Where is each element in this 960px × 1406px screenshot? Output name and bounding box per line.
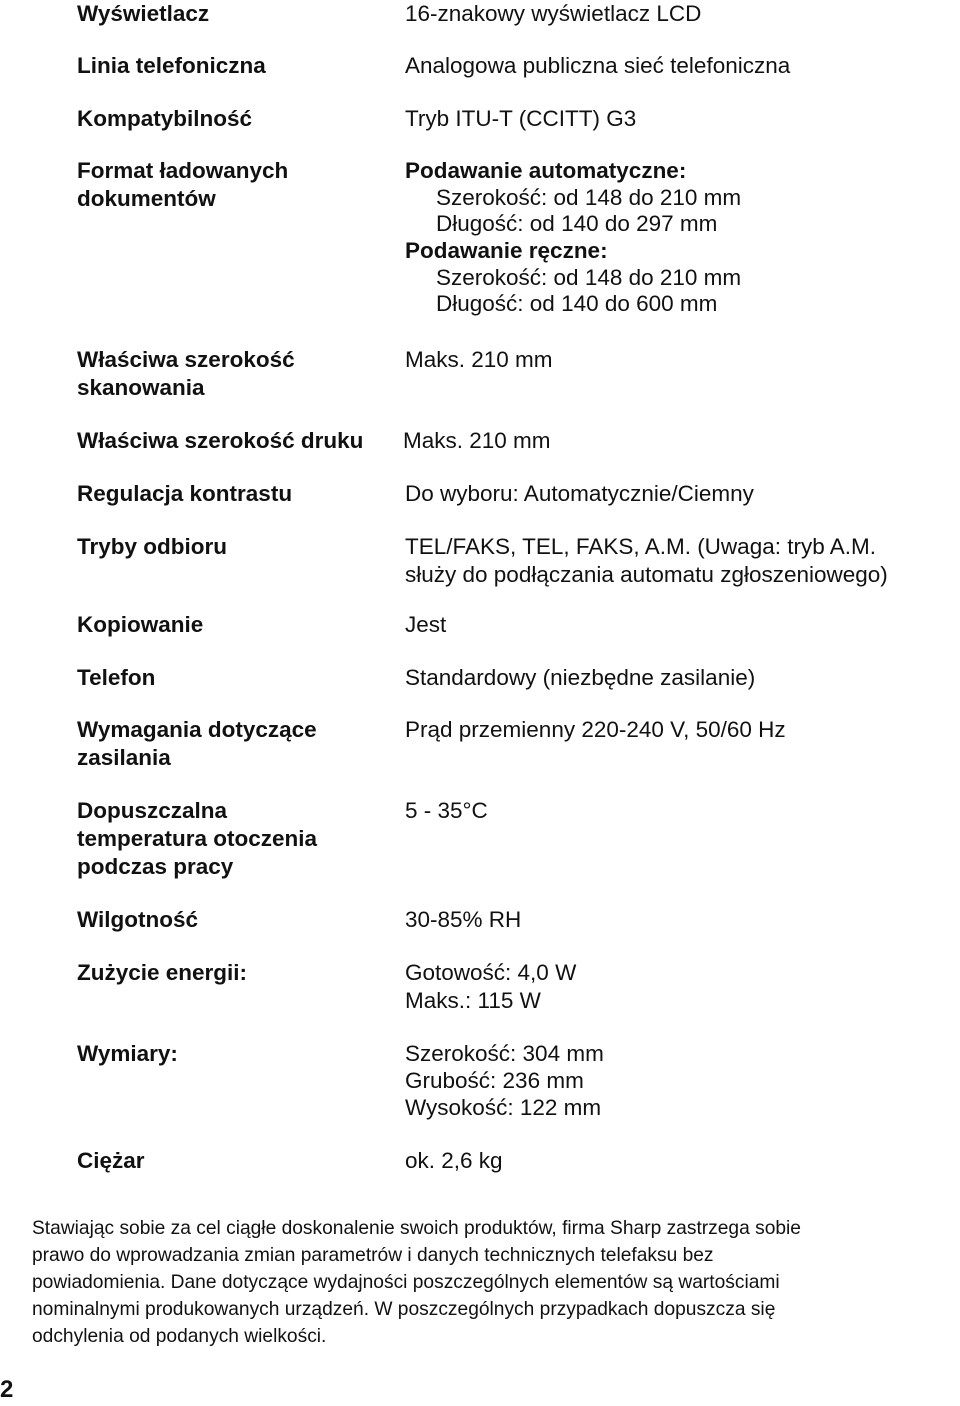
- spec-label-line: Wymiary:: [77, 1041, 178, 1066]
- spec-value-line: Gotowość: 4,0 W: [405, 960, 577, 985]
- spec-value-line: 16-znakowy wyświetlacz LCD: [405, 1, 702, 26]
- spec-label-line: Regulacja kontrastu: [77, 481, 293, 506]
- spec-label-line: Kopiowanie: [77, 612, 204, 637]
- spec-label-scan-width: [77, 346, 397, 402]
- disclaimer-note: [32, 1215, 932, 1350]
- spec-label-line: Właściwa szerokość druku: [77, 428, 364, 453]
- spec-label-line: podczas pracy: [77, 854, 234, 879]
- spec-value-telephone: [405, 664, 960, 692]
- spec-value-line: Maks.: 115 W: [405, 988, 541, 1013]
- spec-label-line: Zużycie energii:: [77, 960, 248, 985]
- spec-value-line: Szerokość: 304 mm: [405, 1041, 604, 1066]
- spec-value-dimensions: [405, 1040, 960, 1121]
- spec-label-telephone: [77, 664, 397, 692]
- spec-value-line: Analogowa publiczna sieć telefoniczna: [405, 53, 791, 78]
- auto-feed-length: Długość: od 140 do 297 mm: [436, 211, 718, 236]
- spec-label-weight: [77, 1147, 397, 1175]
- spec-label-line: Właściwa szerokość: [77, 347, 295, 372]
- spec-value-document-format: [405, 157, 960, 317]
- spec-value-line: Standardowy (niezbędne zasilanie): [405, 665, 756, 690]
- spec-value-operating-temperature: [405, 797, 960, 825]
- spec-value-line: Wysokość: 122 mm: [405, 1095, 602, 1120]
- spec-value-line: ok. 2,6 kg: [405, 1148, 503, 1173]
- spec-value-line: 5 - 35°C: [405, 798, 488, 823]
- spec-value-scan-width: [405, 346, 960, 374]
- spec-value-line: Maks. 210 mm: [403, 428, 551, 453]
- spec-value-line: TEL/FAKS, TEL, FAKS, A.M. (Uwaga: tryb A.M.: [405, 534, 876, 559]
- spec-value-power-consumption: [405, 959, 960, 1015]
- spec-value-print-width: [403, 427, 958, 455]
- spec-label-line: zasilania: [77, 745, 171, 770]
- manual-feed-length: Długość: od 140 do 600 mm: [436, 291, 718, 316]
- note-line: odchylenia od podanych wielkości.: [32, 1326, 327, 1347]
- spec-label-line: Wyświetlacz: [77, 1, 210, 26]
- spec-value-line: służy do podłączania automatu zgłoszeniowego): [405, 562, 888, 587]
- spec-label-display: [77, 0, 397, 28]
- spec-label-line: Linia telefoniczna: [77, 53, 266, 78]
- note-line: prawo do wprowadzania zmian parametrów i danych technicznych telefaksu bez: [32, 1245, 714, 1266]
- spec-value-line: Do wyboru: Automatycznie/Ciemny: [405, 481, 754, 506]
- spec-label-humidity: [77, 906, 397, 934]
- spec-label-line: Wilgotność: [77, 907, 199, 932]
- spec-value-line: 30-85% RH: [405, 907, 522, 932]
- spec-label-compatibility: [77, 105, 397, 133]
- spec-label-line: Telefon: [77, 665, 156, 690]
- spec-value-line: Jest: [405, 612, 447, 637]
- note-line: powiadomienia. Dane dotyczące wydajności poszczególnych elementów są wartościami: [32, 1272, 780, 1293]
- spec-value-line: Grubość: 236 mm: [405, 1068, 584, 1093]
- spec-value-compatibility: [405, 105, 960, 133]
- spec-value-phone-line: [405, 52, 960, 80]
- spec-label-operating-temperature: [77, 797, 397, 881]
- spec-value-copying: [405, 611, 960, 639]
- manual-feed-width: Szerokość: od 148 do 210 mm: [436, 265, 742, 290]
- spec-value-receive-modes: [405, 533, 960, 589]
- spec-value-humidity: [405, 906, 960, 934]
- spec-label-phone-line: [77, 52, 397, 80]
- spec-label-line: Wymagania dotyczące: [77, 717, 317, 742]
- spec-label-power-consumption: [77, 959, 397, 987]
- spec-value-display: [405, 0, 960, 28]
- spec-value-power-requirements: [405, 716, 960, 744]
- spec-label-line: skanowania: [77, 375, 205, 400]
- spec-value-contrast: [405, 480, 960, 508]
- spec-label-line: Ciężar: [77, 1148, 145, 1173]
- note-line: Stawiając sobie za cel ciągłe doskonalenie swoich produktów, firma Sharp zastrzega sobie: [32, 1218, 801, 1239]
- spec-value-line: Tryb ITU-T (CCITT) G3: [405, 106, 637, 131]
- spec-label-line: Format ładowanych: [77, 158, 289, 183]
- spec-label-line: Tryby odbioru: [77, 534, 228, 559]
- manual-feed-heading: Podawanie ręczne:: [405, 238, 608, 263]
- auto-feed-heading: Podawanie automatyczne:: [405, 158, 687, 183]
- spec-label-receive-modes: [77, 533, 397, 561]
- spec-label-power-requirements: [77, 716, 397, 772]
- note-line: nominalnymi produkowanych urządzeń. W poszczególnych przypadkach dopuszcza się: [32, 1299, 776, 1320]
- spec-label-line: Dopuszczalna: [77, 798, 228, 823]
- auto-feed-width: Szerokość: od 148 do 210 mm: [436, 185, 742, 210]
- spec-label-copying: [77, 611, 397, 639]
- page-number: 2: [0, 1376, 14, 1403]
- spec-value-line: Maks. 210 mm: [405, 347, 553, 372]
- spec-label-line: Kompatybilność: [77, 106, 253, 131]
- spec-label-print-width: [77, 427, 397, 455]
- spec-label-line: dokumentów: [77, 186, 216, 211]
- spec-value-line: Prąd przemienny 220-240 V, 50/60 Hz: [405, 717, 786, 742]
- spec-value-weight: [405, 1147, 960, 1175]
- spec-label-contrast: [77, 480, 397, 508]
- spec-label-line: temperatura otoczenia: [77, 826, 318, 851]
- spec-label-dimensions: [77, 1040, 397, 1068]
- spec-label-document-format: [77, 157, 397, 213]
